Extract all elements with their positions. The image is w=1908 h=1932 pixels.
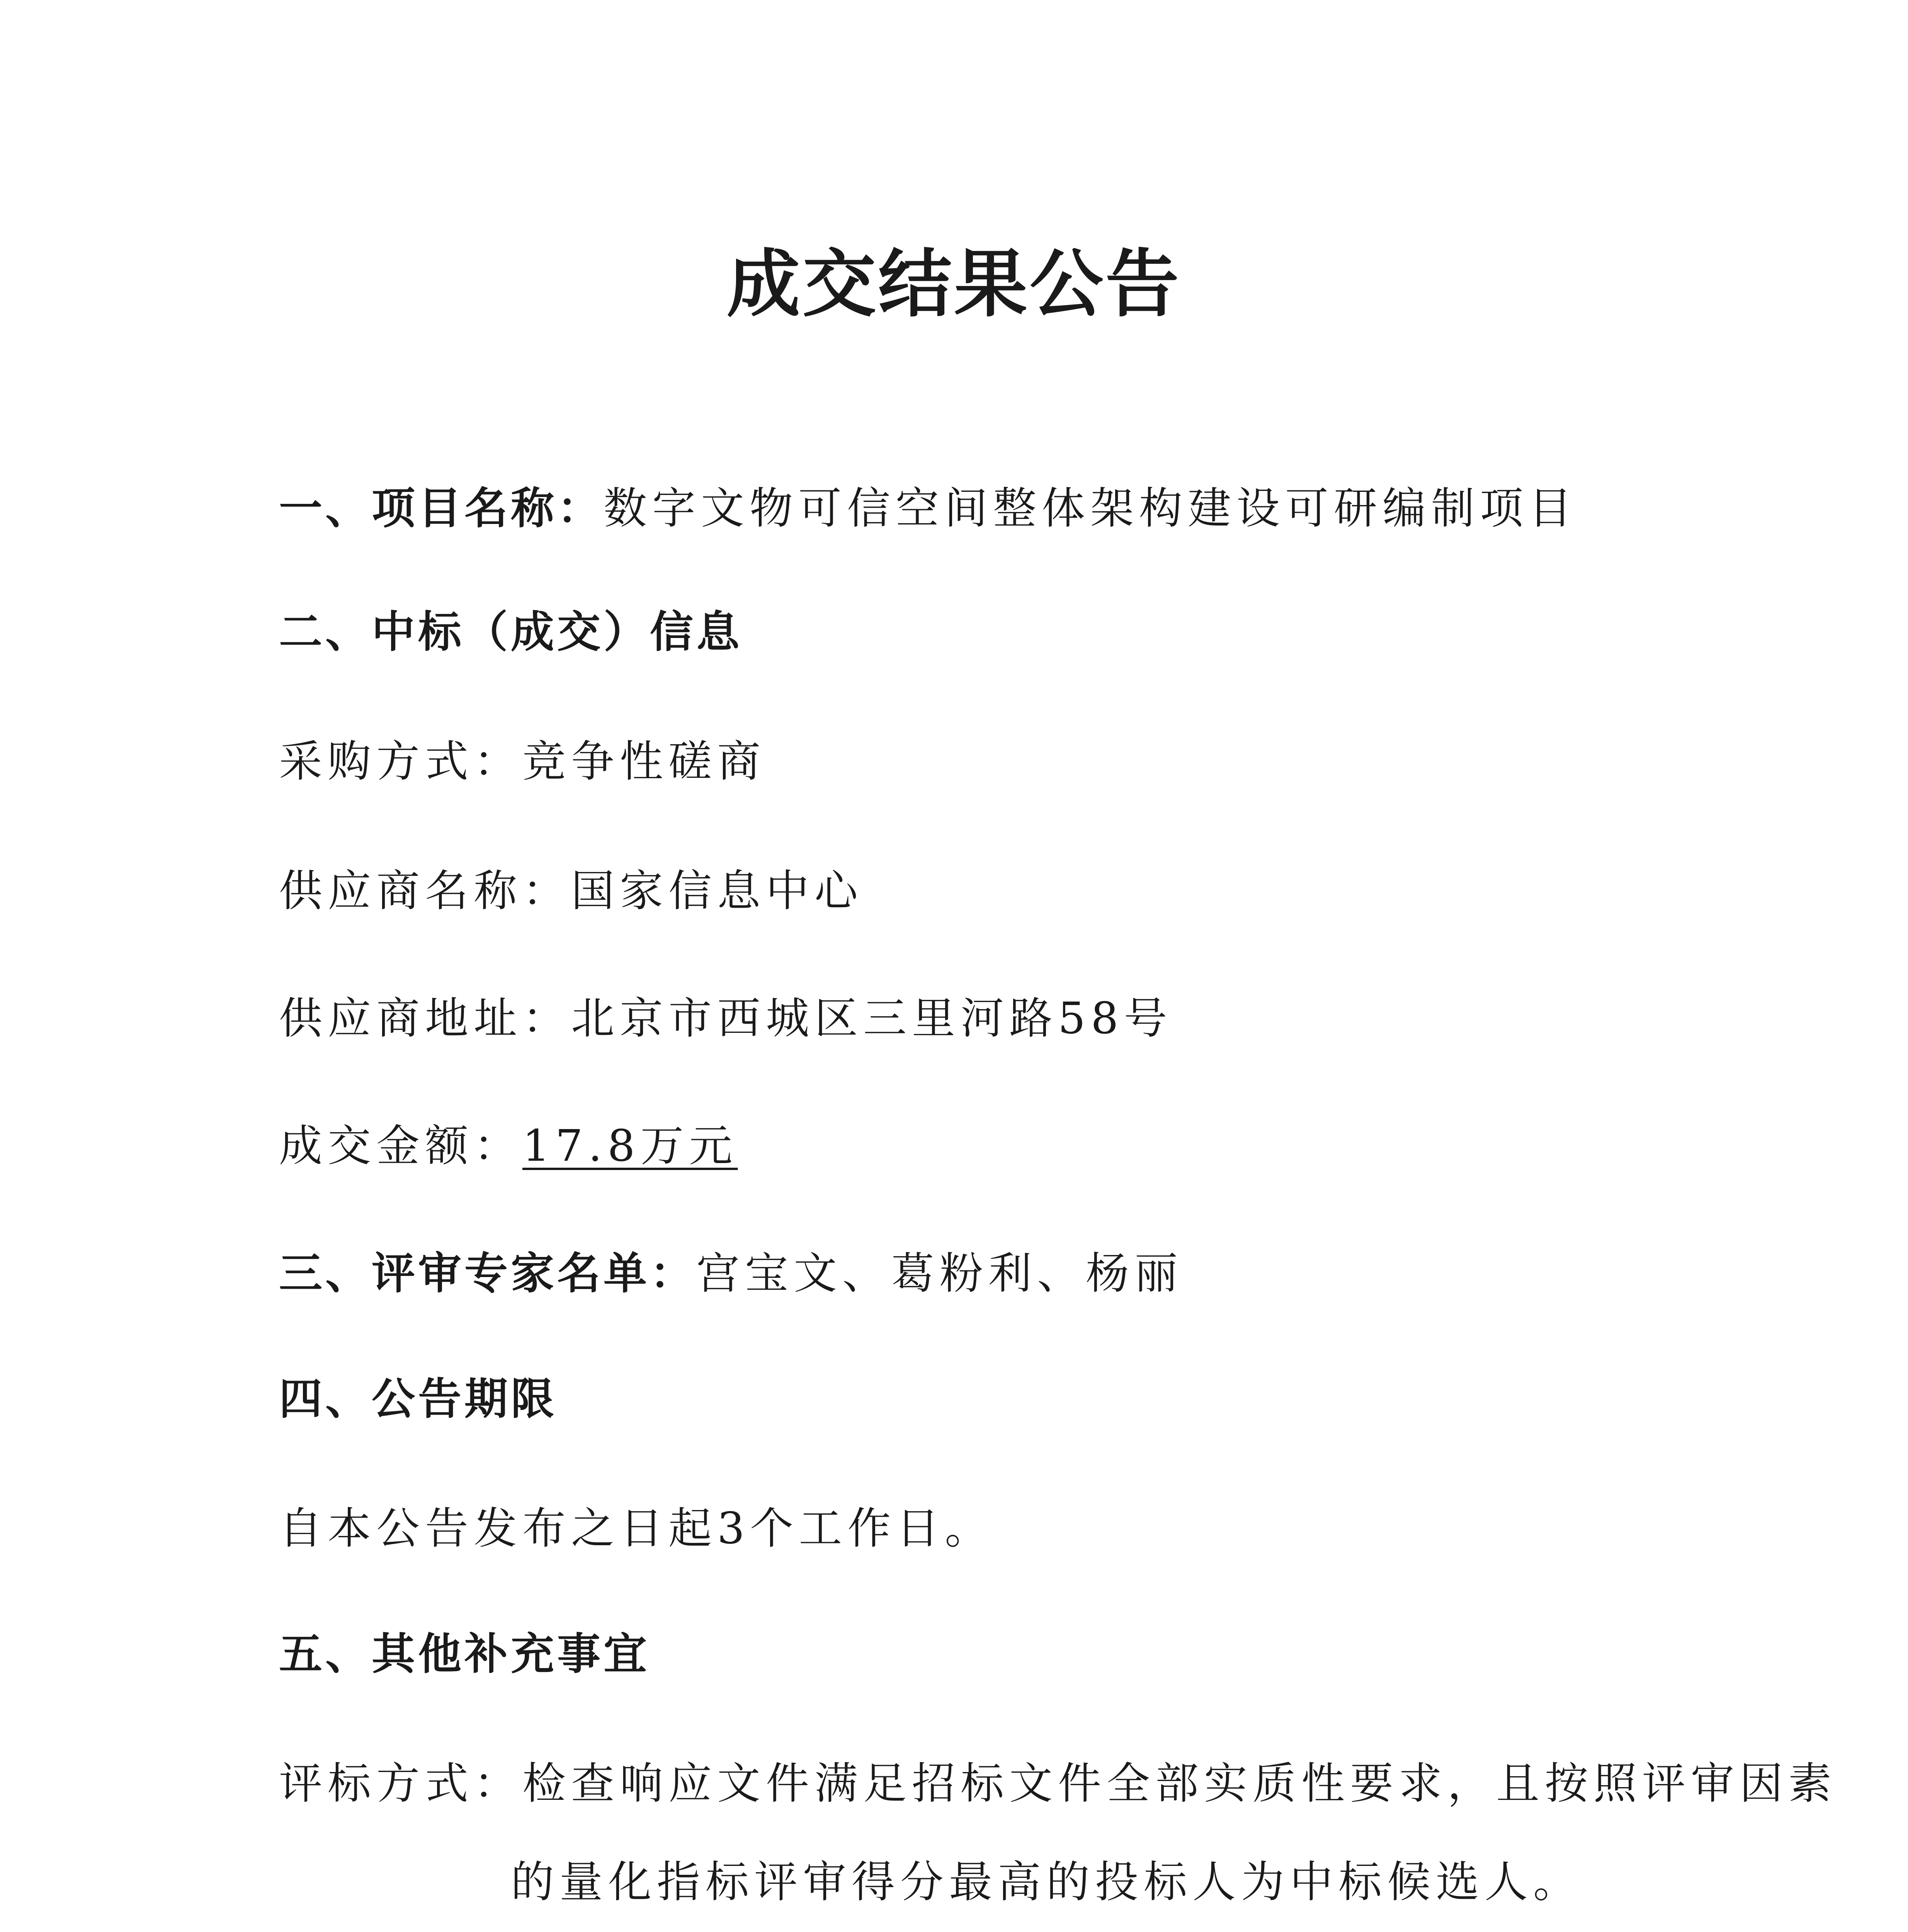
supplier-name-row xyxy=(279,866,863,916)
experts-label: 三、评审专家名单： xyxy=(279,1248,696,1299)
period-text: 自本公告发布之日起3个工作日。 xyxy=(279,1503,994,1554)
supplier-address-value: 北京市西城区三里河路58号 xyxy=(571,993,1173,1044)
procurement-method-row xyxy=(279,736,766,787)
project-name-value: 数字文物可信空间整体架构建设可研编制项目 xyxy=(604,483,1577,534)
procurement-method-value: 竞争性磋商 xyxy=(522,736,766,787)
eval-method-label: 评标方式： xyxy=(279,1759,522,1809)
supplier-name-value: 国家信息中心 xyxy=(571,866,863,916)
project-name-label: 一、项目名称： xyxy=(279,483,604,534)
other-heading: 五、其他补充事宜 xyxy=(279,1629,650,1679)
experts-value: 宫宝文、葛粉利、杨丽 xyxy=(696,1248,1183,1299)
award-info-heading: 二、中标（成交）信息 xyxy=(279,607,743,657)
page-title: 成交结果公告 xyxy=(726,241,1181,327)
supplier-name-label: 供应商名称： xyxy=(279,866,571,916)
award-amount-value: 17.8万元 xyxy=(522,1121,738,1171)
period-heading: 四、公告期限 xyxy=(279,1374,557,1424)
eval-method-line1: 检查响应文件满足招标文件全部实质性要求，且按照评审因素 xyxy=(522,1759,1837,1809)
experts-row xyxy=(279,1248,1183,1299)
supplier-address-row xyxy=(279,993,1173,1044)
award-amount-label: 成交金额： xyxy=(279,1121,522,1171)
eval-method-row xyxy=(279,1759,1837,1809)
supplier-address-label: 供应商地址： xyxy=(279,993,571,1044)
procurement-method-label: 采购方式： xyxy=(279,736,522,787)
project-name-row xyxy=(279,483,1577,534)
eval-method-line2: 的量化指标评审得分最高的投标人为中标候选人。 xyxy=(511,1857,1582,1907)
award-amount-row xyxy=(279,1121,738,1171)
